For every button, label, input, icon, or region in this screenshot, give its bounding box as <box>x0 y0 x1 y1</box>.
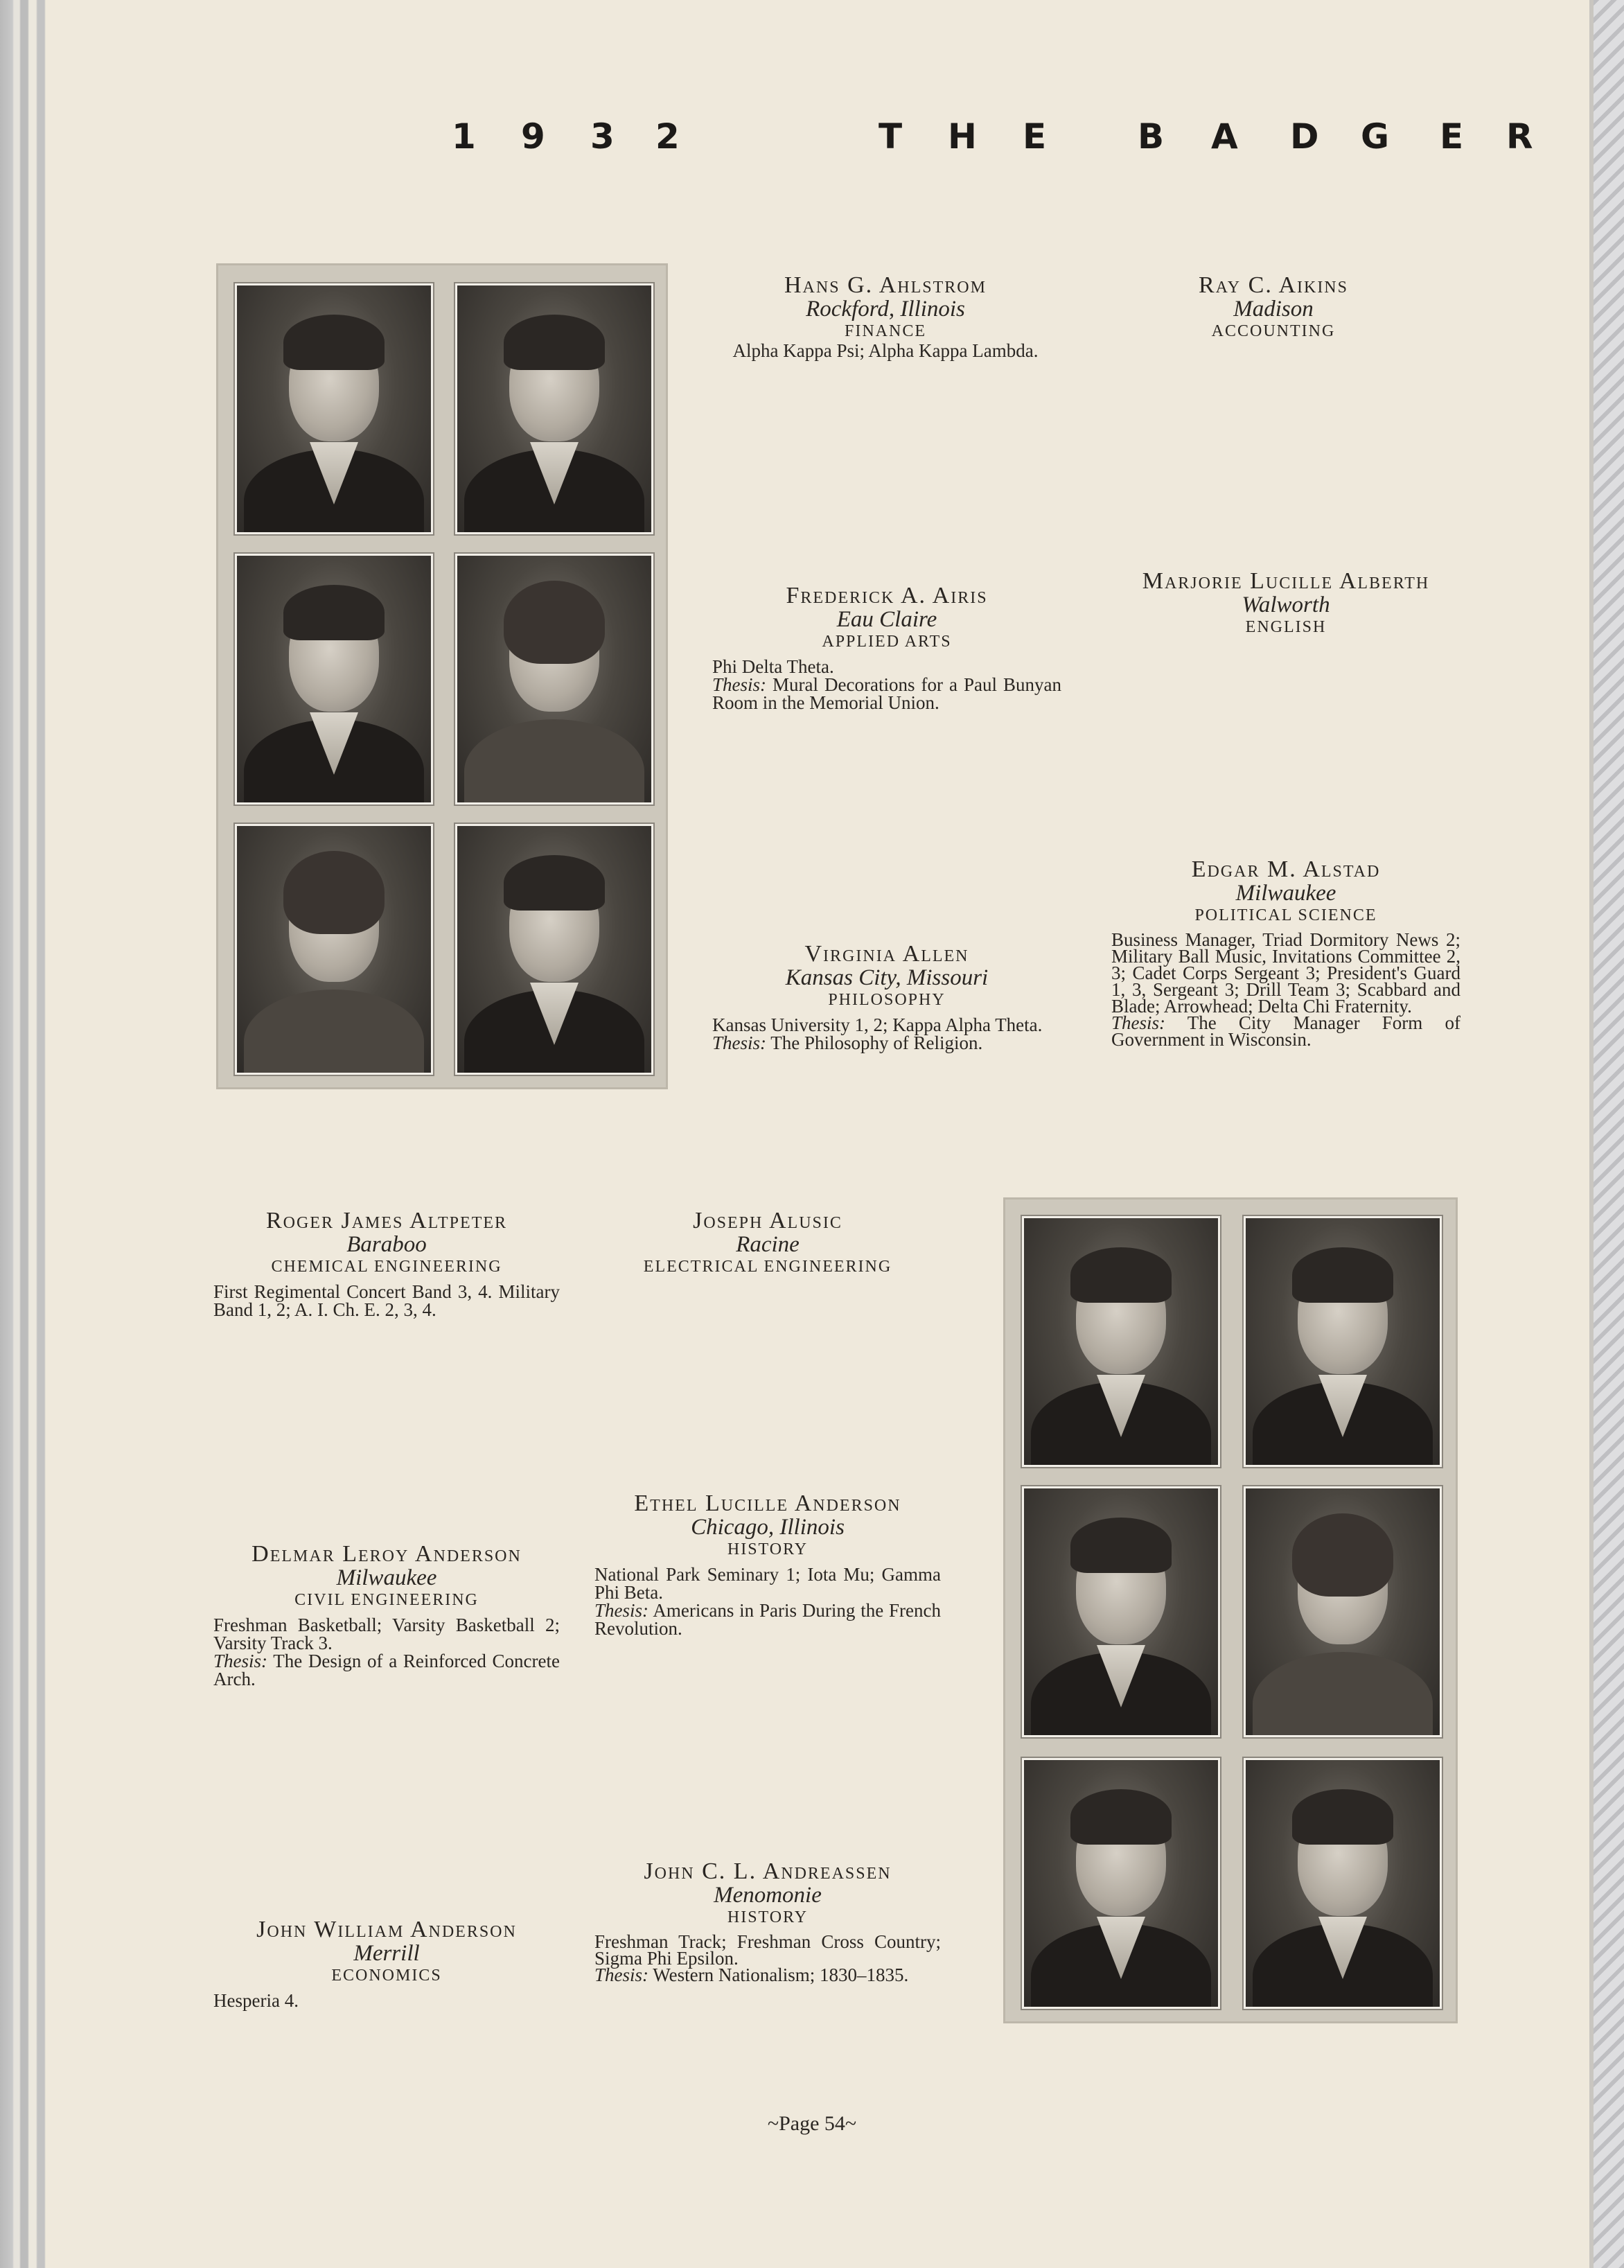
portrait-photo <box>455 554 653 805</box>
header-title-letter: G <box>1361 116 1390 157</box>
portrait-photo <box>1022 1486 1220 1737</box>
student-hometown: Eau Claire <box>836 607 937 632</box>
page-number: ~Page 54~ <box>767 2112 857 2135</box>
thesis-label: Thesis: <box>712 674 767 695</box>
student-name: Roger James Altpeter <box>265 1208 508 1233</box>
student-department: CIVIL ENGINEERING <box>294 1591 479 1609</box>
thesis-title: Americans in Paris During the French Revolution. <box>594 1600 941 1639</box>
student-hometown: Milwaukee <box>1235 881 1336 906</box>
student-name: Frederick A. Airis <box>786 583 988 608</box>
thesis-title: Mural Decorations for a Paul Bunyan Room in the Memorial Union. <box>712 674 1061 713</box>
student-activities: Kansas University 1, 2; Kappa Alpha Theta. <box>712 1014 1043 1035</box>
student-thesis <box>1111 1014 1460 1048</box>
student-department: ECONOMICS <box>331 1967 442 1985</box>
student-hometown: Rockford, Illinois <box>806 297 965 322</box>
student-hometown: Menomonie <box>714 1883 822 1908</box>
student-entry <box>712 584 1061 712</box>
header-year-digit: 2 <box>655 116 680 157</box>
portrait-photo <box>455 824 653 1075</box>
thesis-title: The Philosophy of Religion. <box>770 1032 983 1053</box>
student-entry <box>594 1492 941 1637</box>
student-thesis <box>712 676 1061 712</box>
portrait-photo <box>1244 1486 1442 1737</box>
portrait-photo <box>1022 1758 1220 2009</box>
portrait-photo <box>455 283 653 534</box>
student-department: ACCOUNTING <box>1211 322 1336 340</box>
portrait-grid-bottom <box>1003 1197 1458 2023</box>
thesis-label: Thesis: <box>1111 1012 1166 1033</box>
student-hometown: Walworth <box>1242 592 1330 617</box>
student-name: John William Anderson <box>256 1917 517 1942</box>
student-name: Hans G. Ahlstrom <box>784 272 987 298</box>
student-thesis <box>594 1964 941 1985</box>
student-name: Delmar Leroy Anderson <box>251 1541 522 1567</box>
student-entry <box>705 274 1066 360</box>
student-department: PHILOSOPHY <box>828 991 946 1009</box>
thesis-label: Thesis: <box>213 1651 268 1671</box>
student-department: APPLIED ARTS <box>822 633 952 651</box>
student-activities: First Regimental Concert Band 3, 4. Military Band 1, 2; A. I. Ch. E. 2, 3, 4. <box>213 1281 560 1320</box>
portrait-photo <box>235 283 433 534</box>
student-activities: Business Manager, Triad Dormitory News 2; Military Ball Music, Invitations Committee 2, 3; Cadet Corps Sergeant 3; President's Guard 1, 3, Sergeant 3; Drill Team 3; Scabbard and Blade; Arrowhead; Delta Chi Fraternity. <box>1111 929 1460 1017</box>
student-activities: Alpha Kappa Psi; Alpha Kappa Lambda. <box>732 340 1039 361</box>
student-entry <box>712 942 1061 1052</box>
student-activities: Hesperia 4. <box>213 1990 299 2011</box>
thesis-title: Western Nationalism; 1830–1835. <box>653 1964 909 1985</box>
student-entry <box>213 1918 560 2010</box>
portrait-grid-top <box>216 263 668 1089</box>
header-year-digit: 1 <box>452 116 476 157</box>
header-year-digit: 9 <box>521 116 545 157</box>
student-entry <box>594 1860 941 1983</box>
student-name: Edgar M. Alstad <box>1191 856 1381 882</box>
student-thesis <box>594 1601 941 1637</box>
student-thesis <box>712 1034 1061 1052</box>
student-hometown: Kansas City, Missouri <box>785 965 989 990</box>
thesis-label: Thesis: <box>594 1964 649 1985</box>
header-title-letter: E <box>1440 116 1464 157</box>
student-hometown: Madison <box>1233 297 1314 322</box>
student-department: ENGLISH <box>1245 618 1327 636</box>
student-department: CHEMICAL ENGINEERING <box>271 1258 502 1276</box>
portrait-photo <box>1244 1216 1442 1467</box>
student-entry <box>588 1209 948 1277</box>
student-name: John C. L. Andreassen <box>644 1858 892 1884</box>
student-entry <box>1111 570 1460 638</box>
student-department: ELECTRICAL ENGINEERING <box>643 1258 892 1276</box>
student-department: HISTORY <box>727 1540 809 1558</box>
page-header <box>0 116 1624 158</box>
student-activities: Phi Delta Theta. <box>712 656 834 677</box>
student-name: Joseph Alusic <box>693 1208 842 1233</box>
binding-stripes <box>0 0 54 2268</box>
header-title-letter: D <box>1290 116 1319 157</box>
portrait-photo <box>235 824 433 1075</box>
student-name: Virginia Allen <box>804 941 969 967</box>
portrait-photo <box>235 554 433 805</box>
decorative-edge <box>1589 0 1624 2268</box>
header-title-letter: H <box>948 116 977 157</box>
student-hometown: Chicago, Illinois <box>691 1515 845 1540</box>
thesis-label: Thesis: <box>712 1032 767 1053</box>
student-activities: Freshman Track; Freshman Cross Country; Sigma Phi Epsilon. <box>594 1931 941 1969</box>
student-department: POLITICAL SCIENCE <box>1194 906 1377 924</box>
header-title-letter: R <box>1506 116 1533 157</box>
student-entry <box>213 1542 560 1688</box>
student-thesis <box>213 1652 560 1688</box>
portrait-photo <box>1022 1216 1220 1467</box>
student-hometown: Racine <box>736 1232 800 1257</box>
header-title-letter: E <box>1023 116 1047 157</box>
header-title-letter: B <box>1138 116 1165 157</box>
student-hometown: Baraboo <box>346 1232 427 1257</box>
student-entry <box>213 1209 560 1319</box>
student-department: HISTORY <box>727 1908 809 1926</box>
thesis-label: Thesis: <box>594 1600 649 1621</box>
thesis-title: The City Manager Form of Government in Wisconsin. <box>1111 1012 1460 1050</box>
student-entry <box>1093 274 1454 342</box>
header-title-letter: T <box>879 116 903 157</box>
thesis-title: The Design of a Reinforced Concrete Arch. <box>213 1651 560 1689</box>
student-name: Marjorie Lucille Alberth <box>1142 568 1430 594</box>
student-activities: Freshman Basketball; Varsity Basketball 2; Varsity Track 3. <box>213 1615 560 1653</box>
student-name: Ethel Lucille Anderson <box>634 1491 901 1516</box>
student-hometown: Merrill <box>353 1941 420 1966</box>
student-name: Ray C. Aikins <box>1199 272 1348 298</box>
student-entry <box>1111 858 1460 1048</box>
student-department: FINANCE <box>844 322 926 340</box>
student-hometown: Milwaukee <box>336 1565 437 1590</box>
portrait-photo <box>1244 1758 1442 2009</box>
student-activities: National Park Seminary 1; Iota Mu; Gamma Phi Beta. <box>594 1564 941 1603</box>
header-title-letter: A <box>1211 116 1238 157</box>
header-year-digit: 3 <box>590 116 615 157</box>
